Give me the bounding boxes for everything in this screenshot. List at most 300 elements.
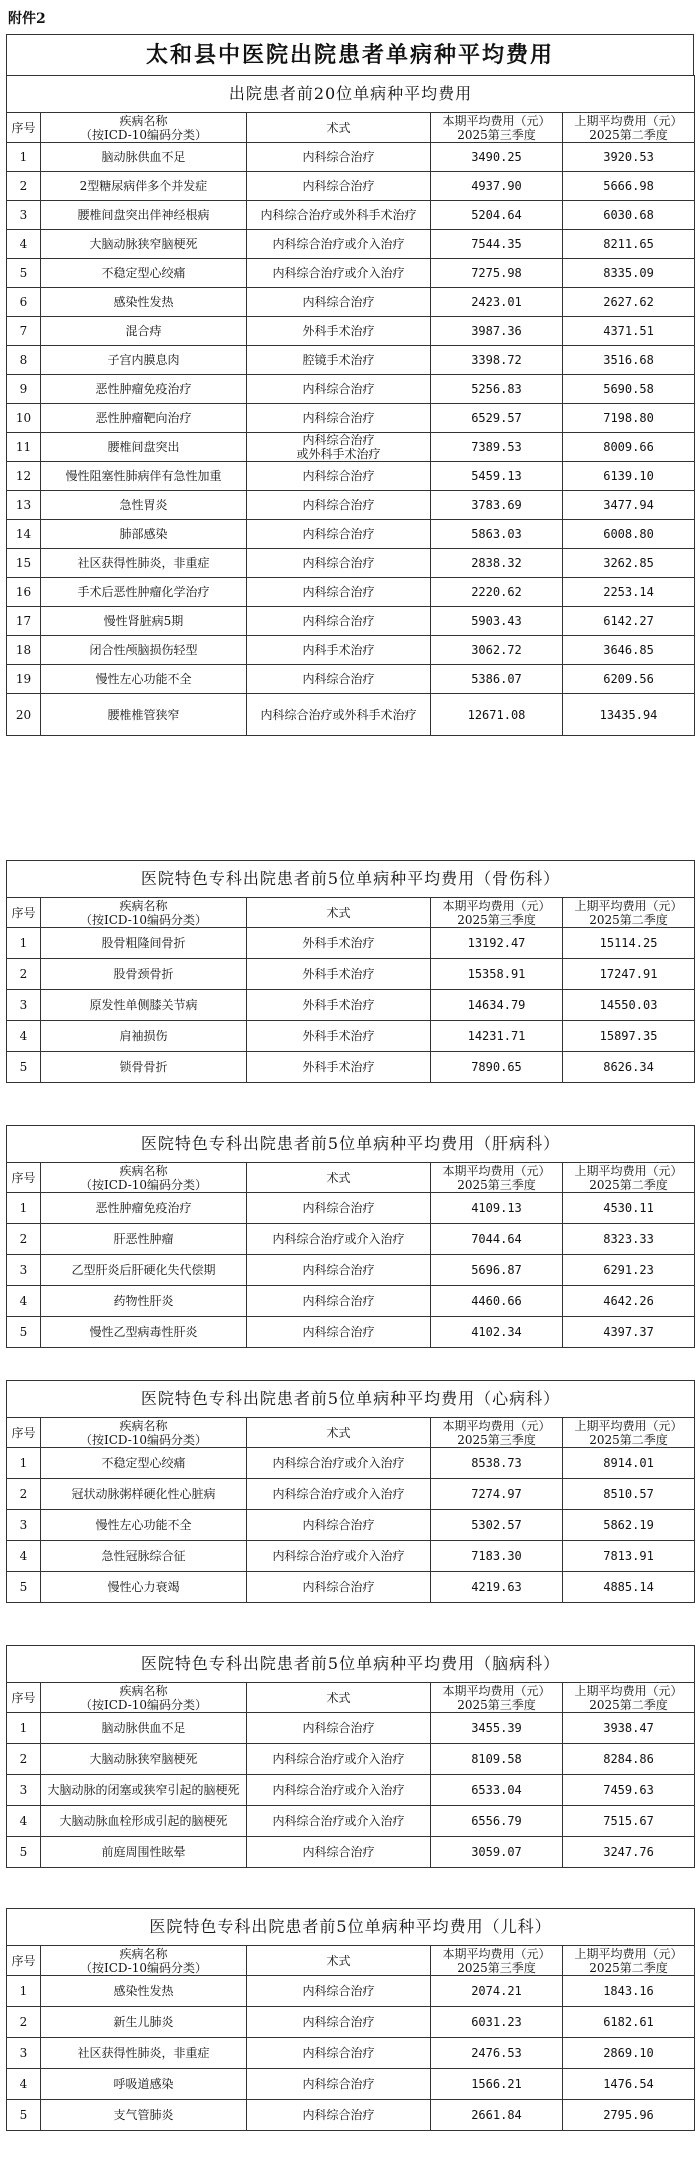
header-previous-line2: 2025第二季度 xyxy=(589,1697,668,1712)
row-operation: 内科综合治疗 xyxy=(247,520,431,549)
table-row xyxy=(7,1744,695,1775)
fee-table xyxy=(6,1380,695,1603)
row-seq: 4 xyxy=(7,1541,41,1572)
header-previous-line2: 2025第二季度 xyxy=(589,1177,668,1192)
table-row xyxy=(7,549,695,578)
row-previous-cost: 6209.56 xyxy=(563,665,695,694)
table-row xyxy=(7,1806,695,1837)
table-row xyxy=(7,462,695,491)
row-previous-cost: 5666.98 xyxy=(563,172,695,201)
row-current-cost: 3398.72 xyxy=(431,346,563,375)
row-disease-name: 大脑动脉血栓形成引起的脑梗死 xyxy=(41,1806,247,1837)
table-row xyxy=(7,404,695,433)
row-current-cost: 1566.21 xyxy=(431,2069,563,2100)
row-previous-cost: 13435.94 xyxy=(563,694,695,736)
row-operation: 腔镜手术治疗 xyxy=(247,346,431,375)
table-row xyxy=(7,607,695,636)
table-row xyxy=(7,636,695,665)
row-seq: 2 xyxy=(7,1744,41,1775)
header-current-line2: 2025第三季度 xyxy=(457,912,536,927)
row-previous-cost: 1476.54 xyxy=(563,2069,695,2100)
header-seq: 序号 xyxy=(7,1418,41,1448)
row-disease-name: 脑动脉供血不足 xyxy=(41,143,247,172)
table-row xyxy=(7,990,695,1021)
table-row xyxy=(7,1224,695,1255)
header-previous-cost xyxy=(563,1683,695,1713)
table-row xyxy=(7,520,695,549)
table-row xyxy=(7,665,695,694)
row-seq: 3 xyxy=(7,1255,41,1286)
row-disease-name: 恶性肿瘤免疫治疗 xyxy=(41,1193,247,1224)
row-operation: 内科综合治疗 xyxy=(247,607,431,636)
table-row xyxy=(7,1713,695,1744)
row-operation: 内科综合治疗 xyxy=(247,143,431,172)
row-seq: 3 xyxy=(7,1510,41,1541)
header-current-line1: 本期平均费用（元） xyxy=(442,898,551,913)
row-current-cost: 4102.34 xyxy=(431,1317,563,1348)
row-seq: 4 xyxy=(7,230,41,259)
header-disease-line1: 疾病名称 xyxy=(119,1418,168,1433)
row-disease-name: 感染性发热 xyxy=(41,1976,247,2007)
header-current-cost xyxy=(431,1946,563,1976)
header-disease xyxy=(41,1683,247,1713)
row-current-cost: 5903.43 xyxy=(431,607,563,636)
row-disease-name: 慢性阻塞性肺病伴有急性加重 xyxy=(41,462,247,491)
row-previous-cost: 2253.14 xyxy=(563,578,695,607)
row-previous-cost: 7459.63 xyxy=(563,1775,695,1806)
row-disease-name: 原发性单侧膝关节病 xyxy=(41,990,247,1021)
section-block xyxy=(6,860,694,1083)
row-current-cost: 7389.53 xyxy=(431,433,563,462)
row-previous-cost: 3646.85 xyxy=(563,636,695,665)
row-operation: 内科综合治疗或介入治疗 xyxy=(247,259,431,288)
row-previous-cost: 3938.47 xyxy=(563,1713,695,1744)
row-seq: 8 xyxy=(7,346,41,375)
row-disease-name: 肝恶性肿瘤 xyxy=(41,1224,247,1255)
row-previous-cost: 7515.67 xyxy=(563,1806,695,1837)
header-disease-line1: 疾病名称 xyxy=(119,1683,168,1698)
row-current-cost: 6533.04 xyxy=(431,1775,563,1806)
row-disease-name: 混合痔 xyxy=(41,317,247,346)
header-disease-line1: 疾病名称 xyxy=(119,898,168,913)
row-previous-cost: 2627.62 xyxy=(563,288,695,317)
row-current-cost: 4937.90 xyxy=(431,172,563,201)
row-operation: 内科综合治疗 xyxy=(247,288,431,317)
row-previous-cost: 7813.91 xyxy=(563,1541,695,1572)
row-previous-cost: 4371.51 xyxy=(563,317,695,346)
row-disease-name: 社区获得性肺炎，非重症 xyxy=(41,2038,247,2069)
row-operation: 内科综合治疗 xyxy=(247,2007,431,2038)
row-operation: 内科综合治疗或介入治疗 xyxy=(247,1806,431,1837)
row-current-cost: 2074.21 xyxy=(431,1976,563,2007)
row-operation: 内科综合治疗 xyxy=(247,1317,431,1348)
row-disease-name: 呼吸道感染 xyxy=(41,2069,247,2100)
row-operation: 内科综合治疗 xyxy=(247,462,431,491)
row-disease-name: 子宫内膜息肉 xyxy=(41,346,247,375)
row-current-cost: 8109.58 xyxy=(431,1744,563,1775)
row-seq: 10 xyxy=(7,404,41,433)
row-current-cost: 13192.47 xyxy=(431,928,563,959)
header-previous-line1: 上期平均费用（元） xyxy=(574,898,683,913)
header-current-line2: 2025第三季度 xyxy=(457,127,536,142)
row-current-cost: 7044.64 xyxy=(431,1224,563,1255)
row-current-cost: 3783.69 xyxy=(431,491,563,520)
row-disease-name: 2型糖尿病伴多个并发症 xyxy=(41,172,247,201)
row-operation: 内科综合治疗或介入治疗 xyxy=(247,1775,431,1806)
header-operation: 术式 xyxy=(247,1163,431,1193)
row-previous-cost: 8323.33 xyxy=(563,1224,695,1255)
fee-table xyxy=(6,860,695,1083)
table-row xyxy=(7,694,695,736)
row-disease-name: 股骨粗隆间骨折 xyxy=(41,928,247,959)
row-current-cost: 3455.39 xyxy=(431,1713,563,1744)
row-previous-cost: 5862.19 xyxy=(563,1510,695,1541)
header-seq: 序号 xyxy=(7,898,41,928)
header-current-cost xyxy=(431,1683,563,1713)
row-operation: 内科综合治疗 xyxy=(247,1837,431,1868)
table-row xyxy=(7,230,695,259)
table-row xyxy=(7,959,695,990)
row-operation: 内科综合治疗或介入治疗 xyxy=(247,1744,431,1775)
table-row xyxy=(7,1775,695,1806)
row-operation: 内科综合治疗 xyxy=(247,1286,431,1317)
row-seq: 1 xyxy=(7,1976,41,2007)
row-seq: 2 xyxy=(7,172,41,201)
row-seq: 1 xyxy=(7,1193,41,1224)
row-seq: 13 xyxy=(7,491,41,520)
row-seq: 4 xyxy=(7,1286,41,1317)
header-previous-cost xyxy=(563,898,695,928)
header-previous-cost xyxy=(563,1946,695,1976)
row-previous-cost: 8626.34 xyxy=(563,1052,695,1083)
row-operation: 内科综合治疗 xyxy=(247,549,431,578)
table-row xyxy=(7,1510,695,1541)
header-disease-line1: 疾病名称 xyxy=(119,1946,168,1961)
row-disease-name: 冠状动脉粥样硬化性心脏病 xyxy=(41,1479,247,1510)
row-disease-name: 锁骨骨折 xyxy=(41,1052,247,1083)
row-disease-name: 社区获得性肺炎，非重症 xyxy=(41,549,247,578)
header-disease xyxy=(41,1163,247,1193)
table-row xyxy=(7,375,695,404)
row-operation: 内科综合治疗或介入治疗 xyxy=(247,1541,431,1572)
header-previous-line1: 上期平均费用（元） xyxy=(574,1946,683,1961)
row-previous-cost: 4885.14 xyxy=(563,1572,695,1603)
row-seq: 19 xyxy=(7,665,41,694)
header-seq: 序号 xyxy=(7,1683,41,1713)
row-seq: 17 xyxy=(7,607,41,636)
row-previous-cost: 8009.66 xyxy=(563,433,695,462)
table-row xyxy=(7,491,695,520)
header-current-line2: 2025第三季度 xyxy=(457,1432,536,1447)
row-previous-cost: 4397.37 xyxy=(563,1317,695,1348)
table-row xyxy=(7,578,695,607)
row-disease-name: 不稳定型心绞痛 xyxy=(41,1448,247,1479)
row-seq: 2 xyxy=(7,1479,41,1510)
header-disease xyxy=(41,1418,247,1448)
row-seq: 16 xyxy=(7,578,41,607)
page-title: 太和县中医院出院患者单病种平均费用 xyxy=(6,34,694,75)
row-operation: 内科综合治疗或介入治疗 xyxy=(247,230,431,259)
row-current-cost: 7275.98 xyxy=(431,259,563,288)
row-operation: 内科综合治疗 xyxy=(247,665,431,694)
section-block xyxy=(6,1645,694,1868)
row-operation: 内科综合治疗 xyxy=(247,375,431,404)
row-current-cost: 2476.53 xyxy=(431,2038,563,2069)
row-previous-cost: 3477.94 xyxy=(563,491,695,520)
row-disease-name: 急性胃炎 xyxy=(41,491,247,520)
row-previous-cost: 6182.61 xyxy=(563,2007,695,2038)
row-current-cost: 5256.83 xyxy=(431,375,563,404)
row-operation: 内科综合治疗或外科手术治疗 xyxy=(247,694,431,736)
table-row xyxy=(7,1479,695,1510)
row-current-cost: 5386.07 xyxy=(431,665,563,694)
row-disease-name: 肺部感染 xyxy=(41,520,247,549)
row-current-cost: 2838.32 xyxy=(431,549,563,578)
header-disease-line2: （按ICD-10编码分类） xyxy=(79,1960,208,1975)
attachment-label: 附件2 xyxy=(8,11,46,27)
row-disease-name: 恶性肿瘤靶向治疗 xyxy=(41,404,247,433)
row-operation: 外科手术治疗 xyxy=(247,959,431,990)
section-block xyxy=(6,1380,694,1603)
row-previous-cost: 4530.11 xyxy=(563,1193,695,1224)
row-seq: 1 xyxy=(7,143,41,172)
row-operation: 内科综合治疗 xyxy=(247,578,431,607)
row-disease-name: 不稳定型心绞痛 xyxy=(41,259,247,288)
row-seq: 5 xyxy=(7,1052,41,1083)
row-seq: 5 xyxy=(7,2100,41,2131)
row-previous-cost: 2869.10 xyxy=(563,2038,695,2069)
row-previous-cost: 3516.68 xyxy=(563,346,695,375)
section-title: 医院特色专科出院患者前5位单病种平均费用（心病科） xyxy=(7,1381,695,1418)
row-current-cost: 15358.91 xyxy=(431,959,563,990)
row-seq: 18 xyxy=(7,636,41,665)
row-operation: 内科综合治疗 xyxy=(247,2069,431,2100)
section-title: 医院特色专科出院患者前5位单病种平均费用（儿科） xyxy=(7,1909,695,1946)
header-previous-line2: 2025第二季度 xyxy=(589,912,668,927)
row-disease-name: 慢性心力衰竭 xyxy=(41,1572,247,1603)
header-operation: 术式 xyxy=(247,113,431,143)
table-row xyxy=(7,201,695,230)
table-row xyxy=(7,1448,695,1479)
header-previous-line1: 上期平均费用（元） xyxy=(574,113,683,128)
row-seq: 3 xyxy=(7,1775,41,1806)
table-row xyxy=(7,1193,695,1224)
row-disease-name: 腰椎间盘突出伴神经根病 xyxy=(41,201,247,230)
header-current-line1: 本期平均费用（元） xyxy=(442,113,551,128)
row-seq: 12 xyxy=(7,462,41,491)
header-current-cost xyxy=(431,1418,563,1448)
row-operation: 内科综合治疗 xyxy=(247,404,431,433)
table-row xyxy=(7,433,695,462)
row-seq: 11 xyxy=(7,433,41,462)
row-current-cost: 6529.57 xyxy=(431,404,563,433)
row-previous-cost: 15114.25 xyxy=(563,928,695,959)
header-disease xyxy=(41,1946,247,1976)
row-operation: 内科综合治疗 或外科手术治疗 xyxy=(247,433,431,462)
row-current-cost: 6556.79 xyxy=(431,1806,563,1837)
row-current-cost: 2220.62 xyxy=(431,578,563,607)
table-row xyxy=(7,1317,695,1348)
row-operation: 内科综合治疗或外科手术治疗 xyxy=(247,201,431,230)
row-seq: 7 xyxy=(7,317,41,346)
row-current-cost: 2423.01 xyxy=(431,288,563,317)
header-previous-line1: 上期平均费用（元） xyxy=(574,1163,683,1178)
header-operation: 术式 xyxy=(247,1683,431,1713)
row-disease-name: 支气管肺炎 xyxy=(41,2100,247,2131)
header-previous-cost xyxy=(563,1418,695,1448)
row-disease-name: 乙型肝炎后肝硬化失代偿期 xyxy=(41,1255,247,1286)
row-disease-name: 慢性肾脏病5期 xyxy=(41,607,247,636)
table-row xyxy=(7,172,695,201)
header-operation: 术式 xyxy=(247,1418,431,1448)
row-disease-name: 腰椎椎管狭窄 xyxy=(41,694,247,736)
row-previous-cost: 8510.57 xyxy=(563,1479,695,1510)
row-disease-name: 股骨颈骨折 xyxy=(41,959,247,990)
fee-table xyxy=(6,75,695,736)
header-current-line2: 2025第三季度 xyxy=(457,1697,536,1712)
row-seq: 9 xyxy=(7,375,41,404)
table-row xyxy=(7,2100,695,2131)
row-disease-name: 慢性左心功能不全 xyxy=(41,665,247,694)
header-disease-line1: 疾病名称 xyxy=(119,1163,168,1178)
row-previous-cost: 3920.53 xyxy=(563,143,695,172)
row-seq: 6 xyxy=(7,288,41,317)
row-disease-name: 新生儿肺炎 xyxy=(41,2007,247,2038)
row-previous-cost: 8914.01 xyxy=(563,1448,695,1479)
section-title: 出院患者前20位单病种平均费用 xyxy=(7,76,695,113)
header-previous-cost xyxy=(563,113,695,143)
row-previous-cost: 2795.96 xyxy=(563,2100,695,2131)
header-previous-cost xyxy=(563,1163,695,1193)
row-operation: 内科综合治疗 xyxy=(247,1976,431,2007)
row-disease-name: 大脑动脉的闭塞或狭窄引起的脑梗死 xyxy=(41,1775,247,1806)
row-operation: 外科手术治疗 xyxy=(247,990,431,1021)
row-operation: 内科综合治疗或介入治疗 xyxy=(247,1224,431,1255)
header-previous-line2: 2025第二季度 xyxy=(589,1960,668,1975)
header-current-line1: 本期平均费用（元） xyxy=(442,1418,551,1433)
table-row xyxy=(7,1021,695,1052)
row-seq: 20 xyxy=(7,694,41,736)
header-seq: 序号 xyxy=(7,1163,41,1193)
row-operation: 内科综合治疗 xyxy=(247,1193,431,1224)
row-seq: 5 xyxy=(7,1317,41,1348)
table-row xyxy=(7,288,695,317)
header-current-cost xyxy=(431,898,563,928)
table-row xyxy=(7,2038,695,2069)
row-current-cost: 3059.07 xyxy=(431,1837,563,1868)
row-current-cost: 6031.23 xyxy=(431,2007,563,2038)
row-previous-cost: 7198.80 xyxy=(563,404,695,433)
row-disease-name: 脑动脉供血不足 xyxy=(41,1713,247,1744)
row-seq: 2 xyxy=(7,1224,41,1255)
row-current-cost: 7274.97 xyxy=(431,1479,563,1510)
row-previous-cost: 6142.27 xyxy=(563,607,695,636)
header-current-line1: 本期平均费用（元） xyxy=(442,1163,551,1178)
table-row xyxy=(7,928,695,959)
header-seq: 序号 xyxy=(7,113,41,143)
row-disease-name: 手术后恶性肿瘤化学治疗 xyxy=(41,578,247,607)
row-previous-cost: 6291.23 xyxy=(563,1255,695,1286)
header-current-cost xyxy=(431,1163,563,1193)
row-disease-name: 慢性乙型病毒性肝炎 xyxy=(41,1317,247,1348)
header-operation: 术式 xyxy=(247,1946,431,1976)
row-current-cost: 7183.30 xyxy=(431,1541,563,1572)
row-seq: 4 xyxy=(7,1021,41,1052)
row-current-cost: 3987.36 xyxy=(431,317,563,346)
fee-table xyxy=(6,1645,695,1868)
row-current-cost: 2661.84 xyxy=(431,2100,563,2131)
row-previous-cost: 5690.58 xyxy=(563,375,695,404)
row-operation: 内科综合治疗或介入治疗 xyxy=(247,1448,431,1479)
header-disease xyxy=(41,898,247,928)
table-row xyxy=(7,317,695,346)
table-row xyxy=(7,346,695,375)
row-disease-name: 腰椎间盘突出 xyxy=(41,433,247,462)
row-previous-cost: 3247.76 xyxy=(563,1837,695,1868)
row-previous-cost: 6030.68 xyxy=(563,201,695,230)
section-block xyxy=(6,34,694,736)
row-disease-name: 慢性左心功能不全 xyxy=(41,1510,247,1541)
table-row xyxy=(7,1572,695,1603)
row-disease-name: 前庭周围性眩晕 xyxy=(41,1837,247,1868)
row-previous-cost: 4642.26 xyxy=(563,1286,695,1317)
table-row xyxy=(7,1976,695,2007)
row-current-cost: 4219.63 xyxy=(431,1572,563,1603)
row-disease-name: 急性冠脉综合征 xyxy=(41,1541,247,1572)
header-operation: 术式 xyxy=(247,898,431,928)
row-current-cost: 3490.25 xyxy=(431,143,563,172)
row-current-cost: 3062.72 xyxy=(431,636,563,665)
row-disease-name: 闭合性颅脑损伤轻型 xyxy=(41,636,247,665)
header-disease-line2: （按ICD-10编码分类） xyxy=(79,1432,208,1447)
row-seq: 1 xyxy=(7,1448,41,1479)
header-disease-line2: （按ICD-10编码分类） xyxy=(79,127,208,142)
table-row xyxy=(7,1286,695,1317)
header-current-cost xyxy=(431,113,563,143)
table-row xyxy=(7,259,695,288)
row-operation: 内科综合治疗 xyxy=(247,1255,431,1286)
row-current-cost: 4109.13 xyxy=(431,1193,563,1224)
row-operation: 内科综合治疗或介入治疗 xyxy=(247,1479,431,1510)
row-current-cost: 5302.57 xyxy=(431,1510,563,1541)
row-disease-name: 大脑动脉狭窄脑梗死 xyxy=(41,230,247,259)
row-operation: 内科综合治疗 xyxy=(247,491,431,520)
header-previous-line1: 上期平均费用（元） xyxy=(574,1683,683,1698)
row-seq: 5 xyxy=(7,1572,41,1603)
row-disease-name: 感染性发热 xyxy=(41,288,247,317)
table-row xyxy=(7,2007,695,2038)
row-previous-cost: 6008.80 xyxy=(563,520,695,549)
row-seq: 1 xyxy=(7,928,41,959)
header-disease-line1: 疾病名称 xyxy=(119,113,168,128)
row-operation: 内科手术治疗 xyxy=(247,636,431,665)
row-operation: 外科手术治疗 xyxy=(247,317,431,346)
header-disease-line2: （按ICD-10编码分类） xyxy=(79,1177,208,1192)
row-current-cost: 5459.13 xyxy=(431,462,563,491)
row-previous-cost: 14550.03 xyxy=(563,990,695,1021)
row-seq: 5 xyxy=(7,1837,41,1868)
table-row xyxy=(7,2069,695,2100)
section-title: 医院特色专科出院患者前5位单病种平均费用（肝病科） xyxy=(7,1126,695,1163)
row-current-cost: 14231.71 xyxy=(431,1021,563,1052)
table-row xyxy=(7,1837,695,1868)
fee-table xyxy=(6,1908,695,2131)
row-current-cost: 12671.08 xyxy=(431,694,563,736)
row-current-cost: 7890.65 xyxy=(431,1052,563,1083)
row-seq: 14 xyxy=(7,520,41,549)
row-current-cost: 8538.73 xyxy=(431,1448,563,1479)
row-seq: 1 xyxy=(7,1713,41,1744)
